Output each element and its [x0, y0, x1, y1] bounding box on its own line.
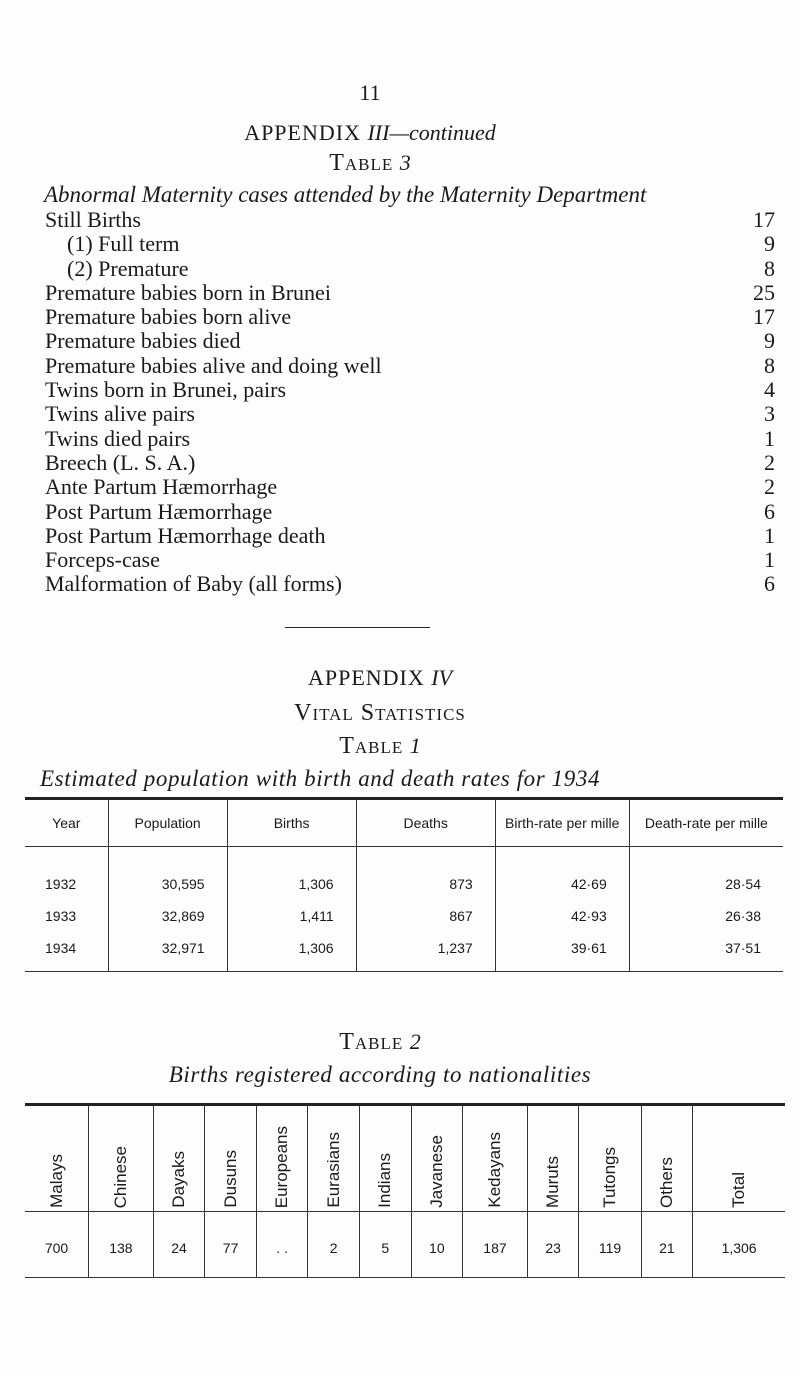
table-3-subtitle: Abnormal Maternity cases attended by the Maternity Department [44, 182, 647, 207]
nationality-header-label: Europeans [272, 1125, 292, 1208]
nationality-header-label: Dayaks [169, 1151, 189, 1208]
nationality-count: 1,306 [693, 1212, 785, 1278]
nationality-header-label: Malays [46, 1154, 66, 1208]
table-cell: 1934 [25, 932, 108, 972]
table-cell: 42·93 [495, 900, 629, 932]
header-death-rate: Death-rate per mille [629, 799, 783, 847]
case-count: 6 [764, 498, 775, 524]
nationality-header-label: Javanese [426, 1135, 446, 1208]
case-count: 2 [764, 474, 775, 500]
nationality-header [359, 1105, 411, 1212]
case-count: 1 [764, 425, 775, 451]
maternity-case-row [45, 500, 775, 524]
case-label: Twins born in Brunei, pairs [45, 377, 287, 403]
case-label: (2) Premature [67, 255, 189, 281]
table-cell: 1,411 [227, 900, 356, 932]
table-cell: 1933 [45, 908, 77, 924]
case-count: 9 [764, 328, 775, 354]
nationality-count: 119 [579, 1212, 641, 1278]
case-count: 6 [764, 571, 775, 597]
header-year: Year [25, 799, 108, 847]
vital-statistics-title [0, 700, 760, 727]
population-table-row [25, 932, 783, 972]
header-births: Births [227, 799, 356, 847]
nationality-header-label: Chinese [110, 1145, 130, 1208]
nationality-count: 187 [463, 1212, 528, 1278]
nationality-header-label: Indians [375, 1153, 395, 1208]
case-count: 8 [764, 255, 775, 281]
table-3-label [0, 150, 740, 177]
appendix-iv-numeral: IV [431, 665, 453, 690]
nationality-count: 138 [89, 1212, 154, 1278]
maternity-cases-list [45, 208, 775, 597]
header-deaths: Deaths [356, 799, 495, 847]
header-population: Population [108, 799, 227, 847]
table-cell: 26·38 [629, 900, 783, 932]
table-cell: 32,971 [108, 932, 227, 972]
table-1-subtitle-year: 1934 [551, 766, 601, 791]
header-birth-rate: Birth-rate per mille [495, 799, 629, 847]
appendix-iii-suffix: —continued [389, 120, 496, 145]
table-1-subtitle [0, 766, 800, 792]
nationalities-table [25, 1103, 785, 1278]
nationality-header-label: Kedayans [484, 1132, 504, 1208]
table-cell: 1932 [45, 876, 77, 892]
case-count: 2 [764, 449, 775, 475]
table-2-number: 2 [409, 1029, 421, 1054]
table-1-subtitle-text: Estimated population with birth and death rates for [40, 766, 552, 791]
case-label: Twins alive pairs [45, 401, 195, 427]
case-count: 17 [753, 207, 775, 232]
nationality-header [308, 1105, 360, 1212]
table-2-subtitle: Births registered according to nationalities [168, 1062, 592, 1087]
nationality-count: 77 [205, 1212, 257, 1278]
maternity-case-row [45, 257, 775, 281]
appendix-iv-prefix: APPENDIX [307, 665, 432, 690]
case-count: 3 [764, 401, 775, 427]
case-label: Post Partum Hæmorrhage [45, 498, 273, 524]
maternity-case-row [45, 475, 775, 499]
nationality-header [153, 1105, 205, 1212]
maternity-case-row [45, 232, 775, 256]
table-cell: 42·69 [495, 847, 629, 901]
nationality-header-label: Eurasians [323, 1132, 343, 1208]
appendix-iii-numeral: III [367, 120, 390, 145]
case-count: 1 [764, 547, 775, 573]
case-count: 8 [764, 352, 775, 378]
maternity-case-row [45, 378, 775, 402]
nationalities-table-header [25, 1105, 785, 1212]
nationality-count: 21 [641, 1212, 693, 1278]
table-1-number: 1 [409, 733, 421, 758]
nationality-header-label: Tutongs [600, 1147, 619, 1208]
case-label: Premature babies born alive [45, 304, 292, 330]
appendix-iv-heading [0, 665, 760, 691]
case-count: 9 [764, 231, 775, 257]
maternity-case-row [45, 281, 775, 305]
nationality-header [205, 1105, 257, 1212]
table-cell: 873 [356, 847, 495, 901]
nationality-header [25, 1105, 89, 1212]
case-label: Premature babies died [45, 328, 241, 354]
case-label: Premature babies born in Brunei [45, 279, 331, 305]
case-label: Premature babies alive and doing well [45, 352, 382, 378]
maternity-case-row [45, 451, 775, 475]
table-cell: 1,306 [227, 932, 356, 972]
nationality-header [463, 1105, 528, 1212]
case-label: Breech (L. S. A.) [45, 449, 196, 475]
appendix-iii-heading [0, 120, 740, 146]
nationality-header-label: Dusuns [220, 1150, 240, 1208]
nationality-header-label: Total [729, 1172, 749, 1208]
nationality-header [641, 1105, 693, 1212]
case-label: Forceps-case [45, 547, 160, 573]
case-label: Ante Partum Hæmorrhage [45, 474, 278, 500]
table-2-word: Table [339, 1029, 404, 1055]
maternity-case-row [45, 208, 775, 232]
page-number: 11 [359, 80, 381, 105]
nationality-count: . . [256, 1212, 308, 1278]
nationality-count: 2 [308, 1212, 360, 1278]
population-table-row [25, 847, 783, 901]
case-count: 17 [753, 304, 775, 330]
population-table [25, 797, 783, 972]
nationality-header-label: Muruts [543, 1156, 563, 1208]
case-label: Post Partum Hæmorrhage death [45, 522, 326, 548]
table-1-word: Table [339, 733, 404, 759]
table-cell: 1,306 [227, 847, 356, 901]
nationality-count: 10 [411, 1212, 463, 1278]
table-cell: 1,237 [356, 932, 495, 972]
nationality-header [89, 1105, 154, 1212]
population-table-header [25, 799, 783, 847]
nationality-header-label: Others [656, 1156, 676, 1208]
case-label: Malformation of Baby (all forms) [45, 571, 342, 597]
table-cell: 28·54 [629, 847, 783, 901]
maternity-case-row [45, 305, 775, 329]
nationality-count: 700 [25, 1212, 89, 1278]
table-cell: 30,595 [108, 847, 227, 901]
maternity-case-row [45, 427, 775, 451]
nationality-header [411, 1105, 463, 1212]
maternity-case-row [45, 548, 775, 572]
case-label: Twins died pairs [45, 425, 191, 451]
table-3-number: 3 [399, 150, 411, 175]
case-count: 1 [764, 522, 775, 548]
population-table-row [25, 900, 783, 932]
table-cell: 867 [356, 900, 495, 932]
table-cell: 39·61 [495, 932, 629, 972]
table-1-label [0, 733, 760, 760]
maternity-case-row [45, 402, 775, 426]
nationalities-table-row [25, 1212, 785, 1278]
table-3-word: Table [329, 150, 394, 176]
table-cell: 37·51 [629, 932, 783, 972]
nationality-count: 5 [359, 1212, 411, 1278]
case-label: Still Births [45, 207, 141, 232]
nationality-header [527, 1105, 579, 1212]
vital-statistics-text: Vital Statistics [294, 700, 466, 726]
case-count: 25 [753, 279, 775, 305]
maternity-case-row [45, 524, 775, 548]
maternity-case-row [45, 572, 775, 596]
section-divider [285, 627, 430, 628]
nationality-header [579, 1105, 641, 1212]
nationality-count: 24 [153, 1212, 205, 1278]
table-cell: 32,869 [108, 900, 227, 932]
table-2-label [0, 1029, 760, 1056]
case-count: 4 [764, 377, 775, 403]
appendix-iii-prefix: APPENDIX [244, 120, 368, 145]
nationality-count: 23 [527, 1212, 579, 1278]
maternity-case-row [45, 354, 775, 378]
case-label: (1) Full term [67, 231, 180, 257]
nationality-header [256, 1105, 308, 1212]
maternity-case-row [45, 329, 775, 353]
nationality-header [693, 1105, 785, 1212]
